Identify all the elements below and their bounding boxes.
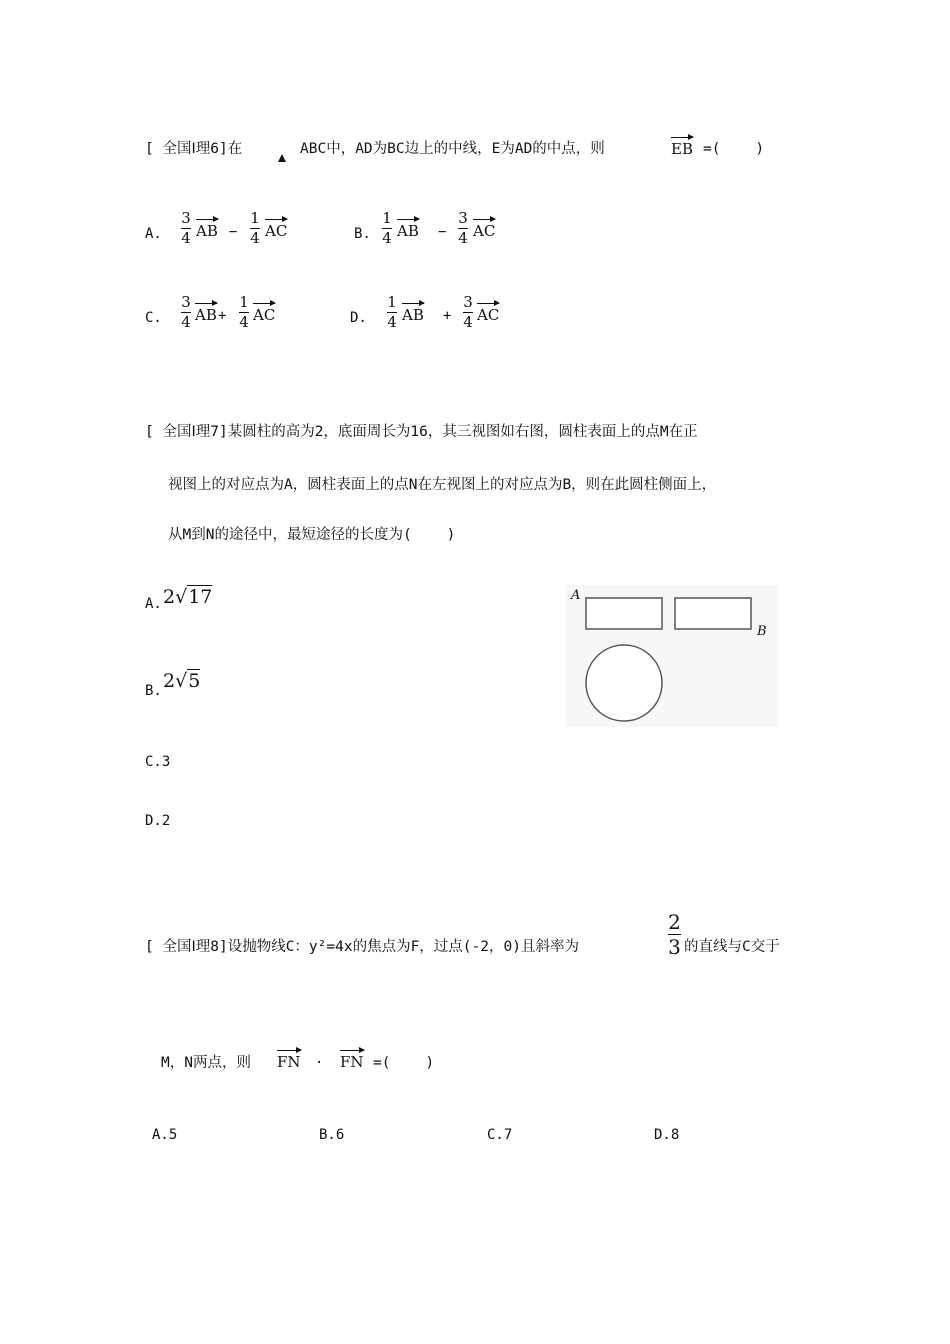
q6-option-a-fraction-1: 3 4 bbox=[181, 209, 191, 247]
q6-option-b-fraction-1: 1 4 bbox=[382, 209, 392, 247]
triangle-icon bbox=[278, 151, 286, 165]
figure-label-a: A bbox=[571, 588, 581, 603]
q6-option-d-fraction-1: 1 4 bbox=[387, 293, 397, 331]
q7-line-3: 从M到N的途径中，最短途径的长度为( ) bbox=[168, 527, 456, 543]
q6-option-d-label: D. bbox=[350, 310, 367, 326]
q6-option-d-vector-2: AC bbox=[477, 306, 500, 324]
side-view-rect bbox=[675, 598, 751, 629]
q6-prefix: [ 全国Ⅰ理6]在 bbox=[145, 141, 243, 157]
q6-option-d-vector-1: AB bbox=[402, 306, 424, 324]
q8-option-c: C.7 bbox=[487, 1127, 513, 1143]
q6-option-b-vector-1: AB bbox=[397, 222, 419, 240]
q8-line-2-end: =( ) bbox=[373, 1055, 435, 1071]
q8-vector-fn-1: FN bbox=[277, 1053, 301, 1071]
q6-option-c-operator: + bbox=[218, 308, 227, 324]
q6-vector-eb: EB bbox=[671, 140, 693, 158]
q8-vector-fn-2: FN bbox=[340, 1053, 364, 1071]
q6-option-b-fraction-2: 3 4 bbox=[458, 209, 468, 247]
q6-option-d-fraction-2: 3 4 bbox=[463, 293, 473, 331]
q8-dot: · bbox=[315, 1055, 324, 1071]
q6-option-c-vector-1: AB bbox=[195, 306, 217, 324]
q8-text: [ 全国Ⅰ理8]设抛物线C：y²=4x的焦点为F，过点(-2，0)且斜率为 bbox=[145, 939, 579, 955]
q6-option-a-label: A. bbox=[145, 226, 162, 242]
q6-option-a-vector-1: AB bbox=[196, 222, 218, 240]
q6-option-c-fraction-2: 1 4 bbox=[239, 293, 249, 331]
figure-label-b: B bbox=[757, 624, 767, 639]
q8-option-b: B.6 bbox=[319, 1127, 345, 1143]
q6-option-a-operator: − bbox=[229, 224, 238, 240]
q7-line-1: [ 全国Ⅰ理7]某圆柱的高为2，底面周长为16，其三视图如右图，圆柱表面上的点M在正 bbox=[145, 424, 698, 440]
q8-text-end: 的直线与C交于 bbox=[684, 939, 780, 955]
q6-option-c-vector-2: AC bbox=[253, 306, 276, 324]
q6-option-b-label: B. bbox=[354, 226, 371, 242]
q7-option-b-value: 2√5 bbox=[163, 670, 201, 692]
q8-slope-fraction: 2 3 bbox=[668, 910, 681, 959]
q6-suffix: =( ) bbox=[703, 141, 765, 157]
q6-option-b-vector-2: AC bbox=[473, 222, 496, 240]
q6-option-d-operator: + bbox=[443, 308, 452, 324]
q6-option-c-fraction-1: 3 4 bbox=[181, 293, 191, 331]
q6-option-c-label: C. bbox=[145, 310, 162, 326]
q7-line-2: 视图上的对应点为A，圆柱表面上的点N在左视图上的对应点为B，则在此圆柱侧面上， bbox=[168, 477, 717, 493]
top-view-circle bbox=[586, 645, 662, 721]
front-view-rect bbox=[586, 598, 662, 629]
q8-option-a: A.5 bbox=[152, 1127, 178, 1143]
q6-text: ABC中，AD为BC边上的中线，E为AD的中点，则 bbox=[300, 141, 605, 157]
q7-option-b-label: B. bbox=[145, 683, 162, 699]
q6-option-a-fraction-2: 1 4 bbox=[250, 209, 260, 247]
q8-line-2-start: M，N两点，则 bbox=[161, 1055, 251, 1071]
q8-option-d: D.8 bbox=[654, 1127, 680, 1143]
q6-option-a-vector-2: AC bbox=[265, 222, 288, 240]
q7-option-d-label: D.2 bbox=[145, 813, 171, 829]
q7-option-a-label: A. bbox=[145, 596, 162, 612]
q6-option-b-operator: − bbox=[438, 224, 447, 240]
q7-option-c-label: C.3 bbox=[145, 754, 171, 770]
three-view-drawing bbox=[565, 585, 778, 727]
q7-option-a-value: 2√17 bbox=[163, 586, 213, 608]
